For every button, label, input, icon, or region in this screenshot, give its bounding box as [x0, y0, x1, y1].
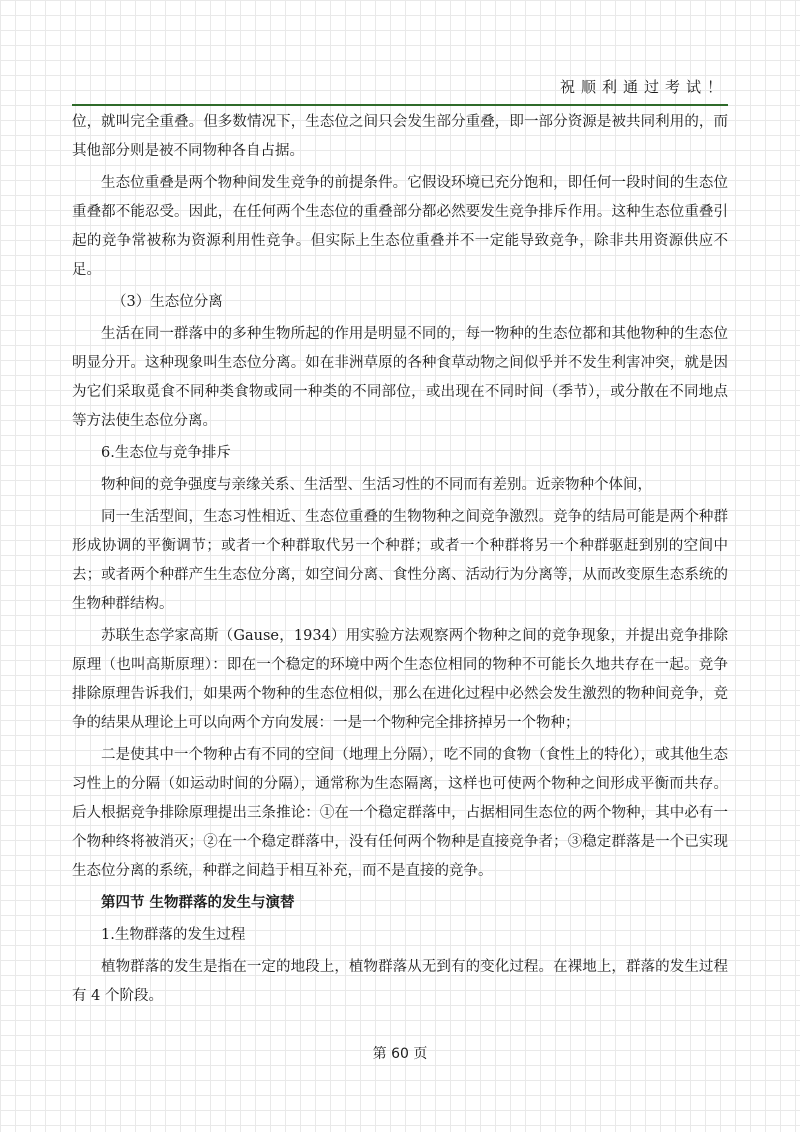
paragraph-competition-intensity: 物种间的竞争强度与亲缘关系、生活型、生活习性的不同而有差别。近亲物种个体间，	[101, 477, 652, 493]
paragraph-overlap-complete: 位，就叫完全重叠。但多数情况下，生态位之间只会发生部分重叠，即一部分资源是被共同利用的，而其他部分则是被不同物种各自占据。	[72, 114, 728, 159]
subheading-niche-separation: （3）生态位分离	[112, 294, 223, 310]
paragraph-community-formation: 植物群落的发生是指在一定的地段上，植物群落从无到有的变化过程。在裸地上，群落的发生过程有 4 个阶段。	[72, 959, 728, 1004]
header-motto: 祝顺利通过考试！	[559, 78, 728, 96]
header-divider	[72, 104, 728, 106]
paragraph-overlap-competition: 生态位重叠是两个物种间发生竞争的前提条件。它假设环境已充分饱和，即任何一段时间的生态位重叠都不能忍受。因此，在任何两个生态位的重叠部分都必然要发生竞争排斥作用。这种生态位重叠引起的竞争常被称为资源利用性竞争。但实际上生态位重叠并不一定能导致竞争，除非共用资源供应不足。	[72, 175, 728, 278]
section-title: 第四节 生物群落的发生与演替	[101, 895, 295, 911]
paragraph-ecological-isolation: 二是使其中一个物种占有不同的空间（地理上分隔），吃不同的食物（食性上的特化），或其他生态习性上的分隔（如运动时间的分隔），通常称为生态隔离，这样也可使两个物种之间形成平衡而共存。后人根据竞争排除原理提出三条推论：①在一个稳定群落中，占据相同生态位的两个物种，其中必有一个物种终将被消灭；②在一个稳定群落中，没有任何两个物种是直接竞争者；③稳定群落是一个已实现生态位分离的系统，种群之间趋于相互补充，而不是直接的竞争。	[72, 747, 728, 879]
document-body	[72, 108, 728, 1014]
heading-community-formation: 1.生物群落的发生过程	[101, 927, 246, 943]
paragraph-niche-separation: 生活在同一群落中的多种生物所起的作用是明显不同的，每一物种的生态位都和其他物种的生态位明显分开。这种现象叫生态位分离。如在非洲草原的各种食草动物之间似乎并不发生利害冲突，就是因为它们采取觅食不同种类食物或同一种类的不同部位，或出现在不同时间（季节），或分散在不同地点等方法使生态位分离。	[72, 326, 728, 429]
heading-niche-competitive-exclusion: 6.生态位与竞争排斥	[101, 445, 231, 461]
paragraph-gause-principle: 苏联生态学家高斯（Gause，1934）用实验方法观察两个物种之间的竞争现象，并提出竞争排除原理（也叫高斯原理）：即在一个稳定的环境中两个生态位相同的物种不可能长久地共存在一起。竞争排除原理告诉我们，如果两个物种的生态位相似，那么在进化过程中必然会发生激烈的物种间竞争，竞争的结果从理论上可以向两个方向发展：一是一个物种完全排挤掉另一个物种；	[72, 628, 728, 731]
paragraph-same-lifeform: 同一生活型间，生态习性相近、生态位重叠的生物物种之间竞争激烈。竞争的结局可能是两个种群形成协调的平衡调节；或者一个种群取代另一个种群；或者一个种群将另一个种群驱赶到别的空间中去；或者两个种群产生生态位分离，如空间分离、食性分离、活动行为分离等，从而改变原生态系统的生物种群结构。	[72, 509, 728, 612]
page-number: 第 60 页	[372, 1046, 428, 1062]
